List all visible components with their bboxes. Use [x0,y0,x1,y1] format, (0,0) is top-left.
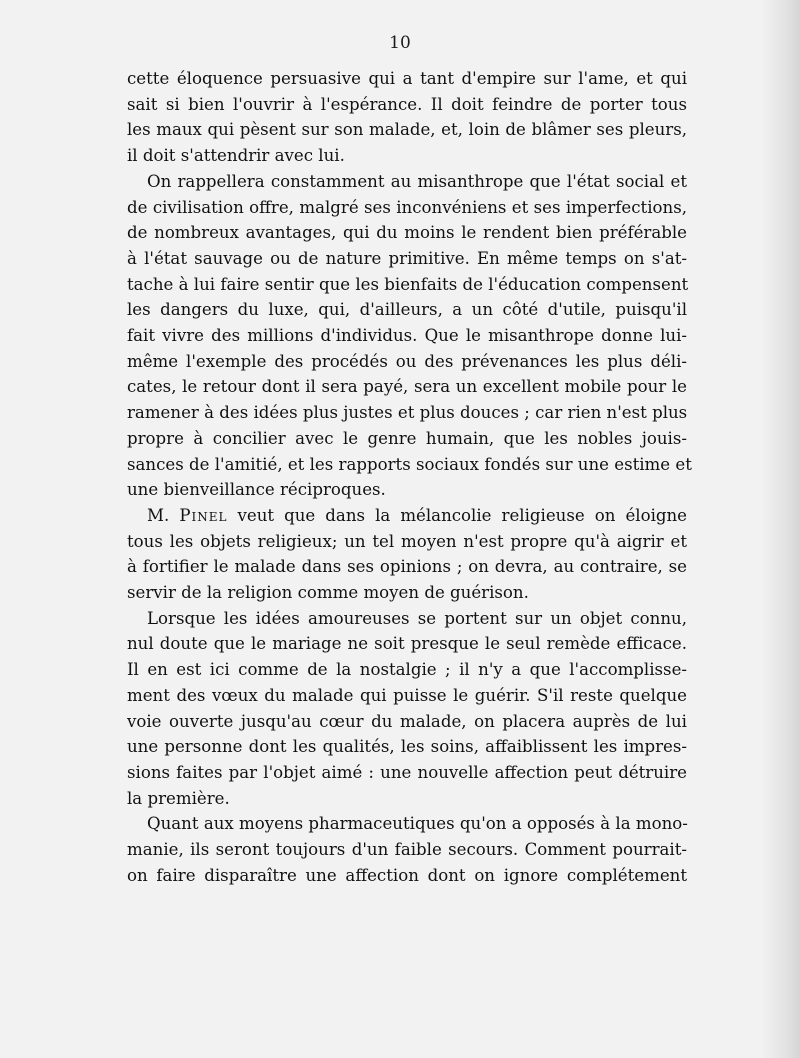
text-line: les dangers du luxe, qui, d'ailleurs, a un côté d'utile, puisqu'il [127,300,687,320]
text-line: une bienveillance réciproques. [127,480,386,500]
paragraph-1 [127,66,687,169]
body-text [127,66,692,889]
text-line: cette éloquence persuasive qui a tant d'empire sur l'ame, et qui [127,69,687,88]
text-line: il doit s'attendrir avec lui. [127,146,345,166]
text-line: servir de la religion comme moyen de guérison. [127,583,529,603]
text-line: Quant aux moyens pharmaceutiques qu'on a opposés à la mono- [147,814,688,834]
text-line: Lorsque les idées amoureuses se portent sur un objet connu, [147,608,687,628]
text-line: On rappellera constamment au misanthrope que l'état social et [147,171,687,191]
author-name: Pinel [179,505,228,525]
text-line: cates, le retour dont il sera payé, sera un excellent mobile pour le [127,377,687,397]
text-line: sances de l'amitié, et les rapports sociaux fondés sur une estime et [127,454,692,474]
text-line: ramener à des idées plus justes et plus douces ; car rien n'est plus [127,403,688,423]
text-line: à l'état sauvage ou de nature primitive. En même temps on s'at- [127,248,687,268]
paragraph-4 [127,606,687,812]
text-line: tache à lui faire sentir que les bienfaits de l'éducation compensent [127,274,689,294]
text-line: sait si bien l'ouvrir à l'espérance. Il doit feindre de porter tous [127,94,687,114]
text-line: Il en est ici comme de la nostalgie ; il n'y a que l'accomplisse- [127,660,687,680]
paragraph-5 [127,811,687,888]
text-fragment: veut que dans la mélancolie religieuse on éloigne [227,505,688,525]
text-line: fait vivre des millions d'individus. Que le misanthrope donne lui- [127,326,687,346]
page-number: 10 [389,33,411,53]
text-line: à fortifier le malade dans ses opinions ; on devra, au contraire, se [127,557,687,577]
text-line [127,503,687,529]
text-line: propre à concilier avec le genre humain, que les nobles jouis- [127,428,687,448]
text-line: manie, ils seront toujours d'un faible secours. Comment pourrait- [127,840,687,860]
text-line: ment des vœux du malade qui puisse le guérir. S'il reste quelque [127,685,687,705]
text-line: les maux qui pèsent sur son malade, et, loin de blâmer ses pleurs, [127,120,687,140]
text-line: nul doute que le mariage ne soit presque le seul remède efficace. [127,634,687,654]
text-line: on faire disparaître une affection dont on ignore complétement [127,865,687,885]
salutation: M. [147,505,180,525]
text-line: voie ouverte jusqu'au cœur du malade, on placera auprès de lui [127,711,687,731]
page-edge-shadow [760,0,800,1058]
text-line: une personne dont les qualités, les soins, affaiblissent les impres- [127,737,687,757]
text-line: de civilisation offre, malgré ses inconvéniens et ses imperfections, [127,197,687,217]
text-line: tous les objets religieux; un tel moyen n'est propre qu'à aigrir et [127,531,687,551]
paragraph-2 [127,169,692,503]
text-line: même l'exemple des procédés ou des prévenances les plus déli- [127,351,687,371]
text-line: de nombreux avantages, qui du moins le rendent bien préférable [127,223,687,243]
text-line: la première. [127,788,230,808]
paragraph-3 [127,503,687,606]
text-line: sions faites par l'objet aimé : une nouvelle affection peut détruire [127,762,687,782]
